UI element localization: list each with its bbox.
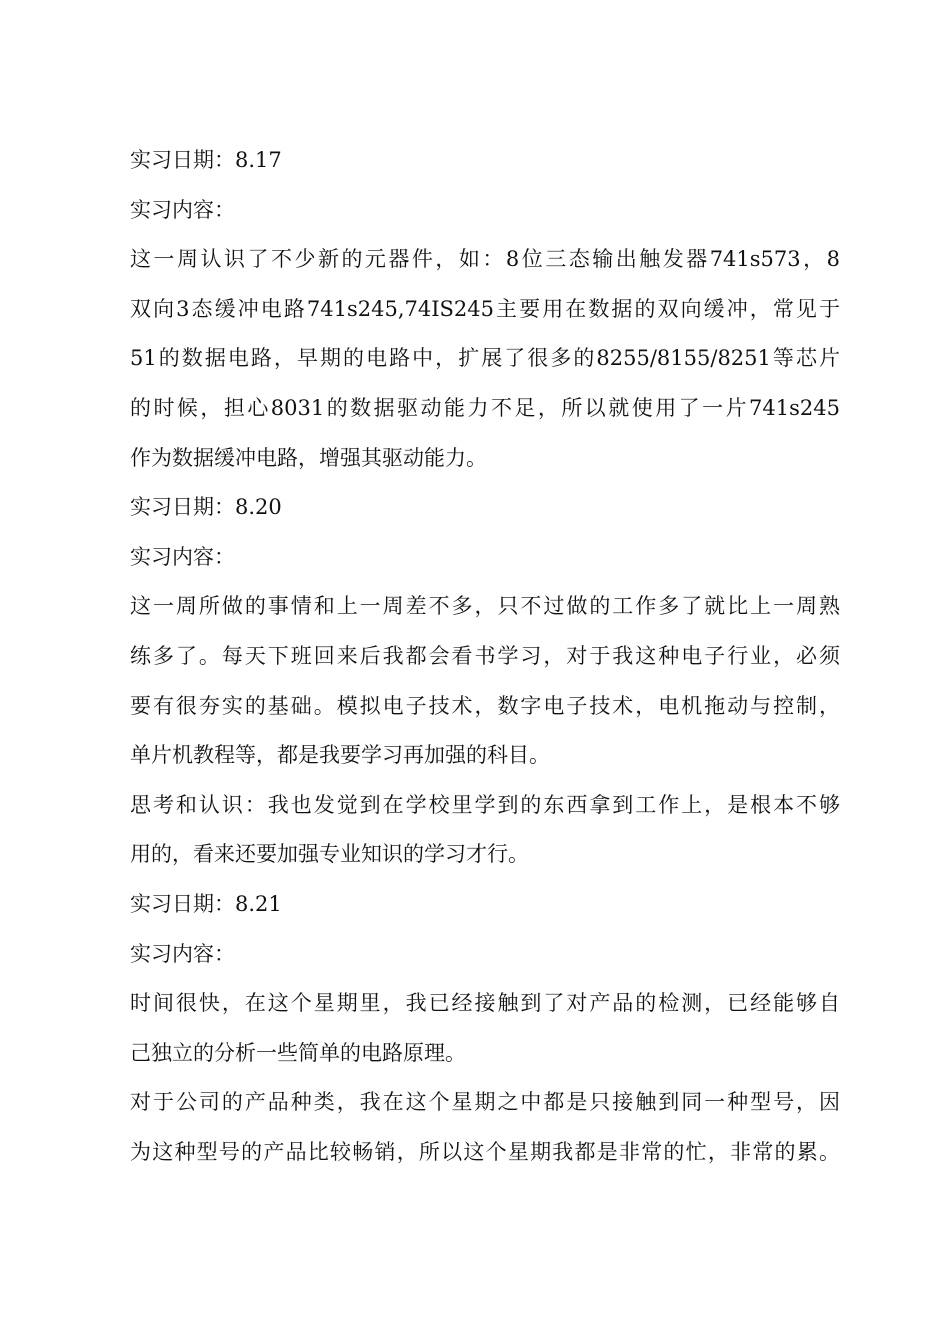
content-label-3: 实习内容： [130, 941, 235, 966]
paragraph-line: 己独立的分析一些简单的电路原理。 [130, 1040, 466, 1065]
paragraph-line: 用的，看来还要加强专业知识的学习才行。 [130, 842, 529, 867]
paragraph-line: 双向3态缓冲电路741s245,74IS245主要用在数据的双向缓冲，常见于 [130, 296, 840, 321]
paragraph-line: 51的数据电路，早期的电路中，扩展了很多的8255/8155/8251等芯片 [130, 346, 840, 371]
paragraph-line: 对于公司的产品种类，我在这个星期之中都是只接触到同一种型号，因 [130, 1090, 840, 1115]
date-heading-2: 实习日期：8.20 [130, 495, 282, 520]
paragraph-line: 思考和认识：我也发觉到在学校里学到的东西拿到工作上，是根本不够 [130, 792, 840, 817]
paragraph-line: 要有很夯实的基础。模拟电子技术，数字电子技术，电机拖动与控制， [130, 693, 840, 718]
paragraph-line: 这一周所做的事情和上一周差不多，只不过做的工作多了就比上一周熟 [130, 594, 840, 619]
content-label-1: 实习内容： [130, 197, 235, 222]
paragraph-line: 作为数据缓冲电路，增强其驱动能力。 [130, 445, 487, 470]
content-label-2: 实习内容： [130, 544, 235, 569]
paragraph-line: 的时候，担心8031的数据驱动能力不足，所以就使用了一片741s245 [130, 395, 840, 420]
paragraph-line: 为这种型号的产品比较畅销，所以这个星期我都是非常的忙，非常的累。 [130, 1139, 840, 1164]
paragraph-line: 这一周认识了不少新的元器件，如：8位三态输出触发器741s573，8 [130, 247, 840, 272]
date-heading-3: 实习日期：8.21 [130, 891, 282, 916]
document-body [130, 136, 840, 1177]
paragraph-line: 单片机教程等，都是我要学习再加强的科目。 [130, 743, 550, 768]
paragraph-line: 时间很快，在这个星期里，我已经接触到了对产品的检测，已经能够自 [130, 991, 840, 1016]
paragraph-line: 练多了。每天下班回来后我都会看书学习，对于我这种电子行业，必须 [130, 643, 840, 668]
date-heading-1: 实习日期：8.17 [130, 148, 282, 172]
